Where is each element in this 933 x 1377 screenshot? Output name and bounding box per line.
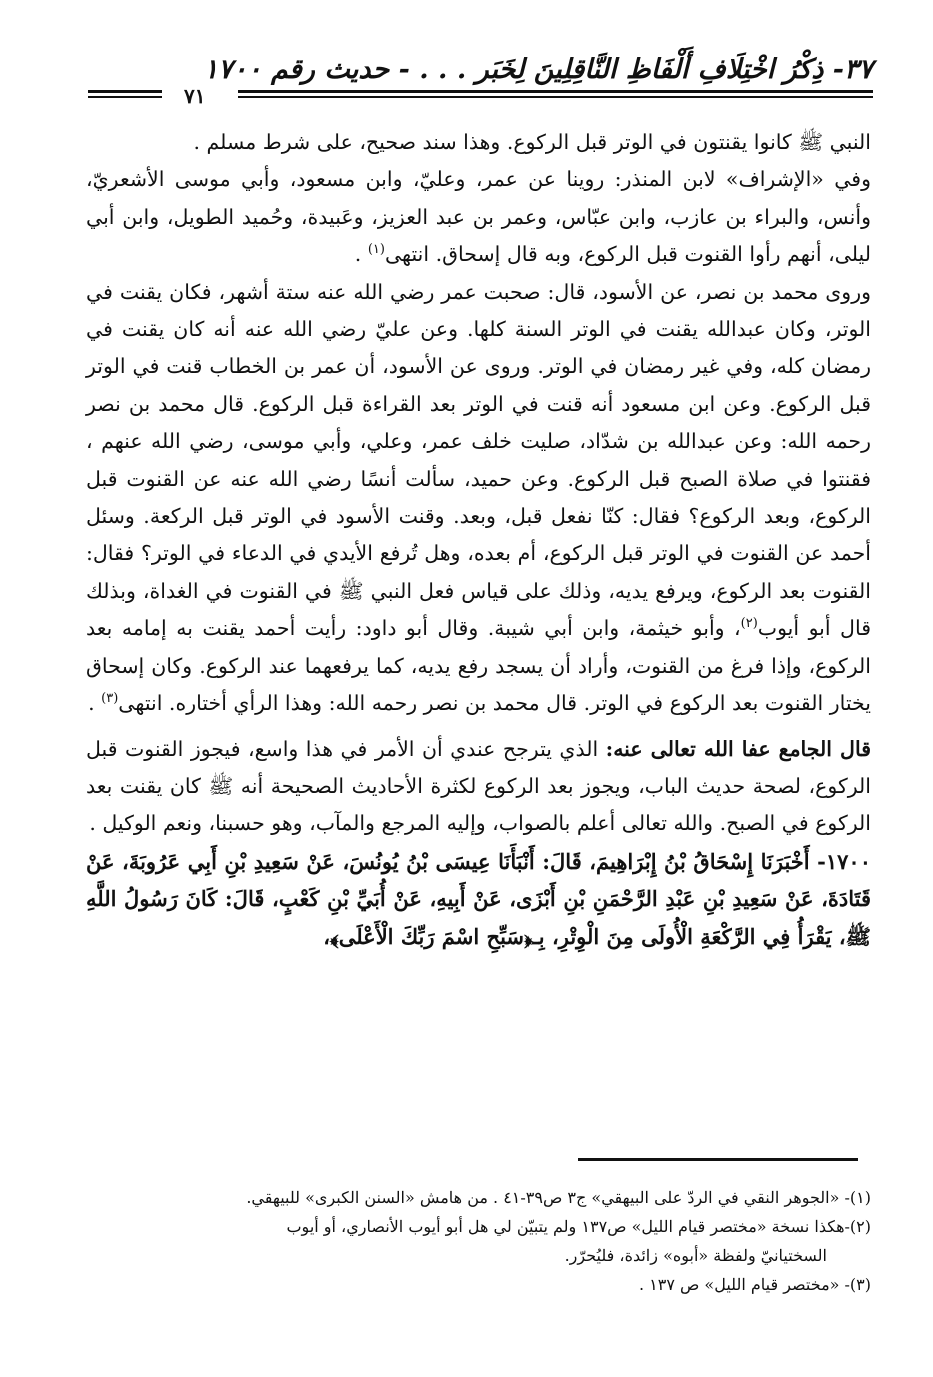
page-number-rule bbox=[88, 90, 162, 93]
paragraph-3-continued: ، وأبو خيثمة، وابن أبي شيبة. وقال أبو داود: رأيت أحمد يقنت به إمامه بعد الركوع، وإذا فرغ من القنوت، وأراد أن يسجد رفع يديه، كما يرفعهما عند الركوع. وكان إسحاق يختار القنوت بعد الركوع في الوتر. قال محمد بن نصر رحمه الله: وهذا الرأي أختاره. انتهى bbox=[86, 616, 871, 716]
footnote-1: (١)- «الجوهر النقي في الردّ على البيهقي» ج٣ ص٣٩-٤١ . من هامش «السنن الكبرى» للبيهقي. bbox=[246, 1188, 871, 1207]
paragraph-3-end: . bbox=[88, 691, 102, 716]
header-rule bbox=[238, 90, 873, 93]
paragraph-3-text: وروى محمد بن نصر، عن الأسود، قال: صحبت عمر رضي الله عنه ستة أشهر، فكان يقنت في الوتر، وكان عبدالله يقنت في الوتر السنة كلها. وعن عليّ رضي الله عنه أنه كان يقنت في رمضان كله، وفي غير رمضان في الوتر. وروى عن الأسود، أن عمر بن الخطاب قنت في الوتر قبل الركوع. وعن ابن مسعود أنه قنت في الوتر بعد القراءة قبل الركوع. قال محمد بن نصر رحمه الله: وعن عبدالله بن شدّاد، صليت خلف عمر، وعلي، وأبي موسى، رضي الله عنهم ، فقنتوا في صلاة الصبح قبل الركوع. وعن حميد، سألت أنسًا رضي الله عنه عن القنوت قبل الركوع، وبعد الركوع؟ فقال: كنّا نفعل قبل، وبعد. وقنت الأسود في الوتر قبل الركعة. وسئل أحمد عن القنوت في الوتر قبل الركوع، أم بعده، وهل تُرفع الأيدي في الدعاء في الوتر؟ فقال: القنوت بعد الركوع، ويرفع يديه، وذلك على قياس فعل النبي ﷺ في القنوت في الغداة، وبذلك قال أبو أيوب bbox=[86, 279, 871, 641]
page-number-rule-lower bbox=[88, 96, 162, 98]
hadith-text: ١٧٠٠- أَخْبَرَنَا إِسْحَاقُ بْنُ إِبْرَاهِيمَ، قَالَ: أَنْبَأَنَا عِيسَى بْنُ يُونُسَ، عَنْ سَعِيدِ بْنِ أَبِي عَرُوبَةَ، عَنْ قَتَادَةَ، عَنْ سَعِيدِ بْنِ عَبْدِ الرَّحْمَنِ بْنِ أَبْزَى، عَنْ أَبِيهِ، عَنْ أُبَيِّ بْنِ كَعْبٍ، قَالَ: كَانَ رَسُولُ اللَّهِ ﷺ، يَقْرَأُ فِي الرَّكْعَةِ الْأُولَى مِنَ الْوِتْرِ، بِـ﴿سَبِّحِ اسْمَ رَبِّكَ الْأَعْلَى﴾، bbox=[86, 848, 871, 949]
paragraph-4 bbox=[86, 731, 871, 843]
footnote-2-continued: السختيانيّ ولفظة «أبوه» زائدة، فليُحرّر. bbox=[564, 1246, 827, 1265]
footnote-ref-3: (٣) bbox=[101, 691, 119, 707]
footnote-separator bbox=[578, 1158, 858, 1161]
header-rule-lower bbox=[238, 96, 873, 98]
footnotes bbox=[86, 1183, 871, 1299]
paragraph-2-end: . bbox=[354, 242, 368, 267]
compiler-note-text: الذي يترجح عندي أن الأمر في هذا واسع، فيجوز القنوت قبل الركوع، لصحة حديث الباب، ويجوز بعد الركوع لكثرة الأحاديث الصحيحة أنه ﷺ كان يقنت بعد الركوع في الصبح. والله تعالى أعلم بالصواب، وإليه المرجع والمآب، وهو حسبنا، ونعم الوكيل . bbox=[86, 736, 871, 836]
paragraph-2-text: وفي «الإشراف» لابن المنذر: روينا عن عمر، وعليّ، وابن مسعود، وأبي موسى الأشعريّ، وأنس، والبراء بن عازب، وابن عبّاس، وعمر بن عبد العزيز، وعَبيدة، وحُميد الطويل، وابن أبي ليلى، أنهم رأوا القنوت قبل الركوع، وبه قال إسحاق. انتهى bbox=[86, 167, 871, 267]
footnote-ref-1: (١) bbox=[367, 242, 385, 258]
running-header bbox=[88, 48, 873, 108]
compiler-note-lead: قال الجامع عفا الله تعالى عنه: bbox=[605, 736, 871, 761]
header-title: ٣٧- ذِكْرُ اخْتِلَافِ أَلْفَاظِ النَّاقِلِينَ لِخَبَر . . . - حديث رقم ١٧٠٠ bbox=[203, 54, 873, 85]
main-text bbox=[86, 124, 871, 955]
footnote-2: (٢)-هكذا نسخة «مختصر قيام الليل» ص١٣٧ ولم يتبيّن لي هل أبو أيوب الأنصاري، أو أيوب bbox=[286, 1217, 871, 1236]
footnote-3: (٣)- «مختصر قيام الليل» ص ١٣٧ . bbox=[638, 1275, 871, 1294]
page-number: ٧١ bbox=[184, 84, 206, 108]
footnote-ref-2: (٢) bbox=[740, 616, 758, 632]
paragraph-3 bbox=[86, 274, 871, 723]
paragraph-2 bbox=[86, 161, 871, 273]
paragraph-1: النبي ﷺ كانوا يقنتون في الوتر قبل الركوع. وهذا سند صحيح، على شرط مسلم . bbox=[193, 130, 871, 154]
